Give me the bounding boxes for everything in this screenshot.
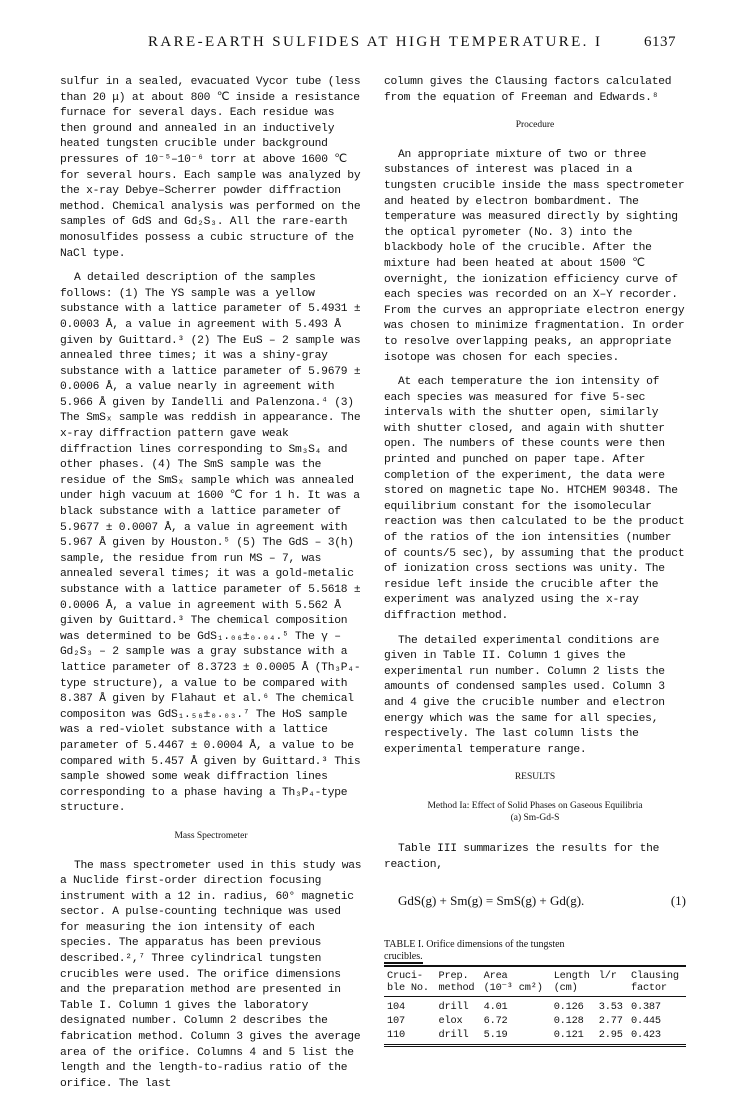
column-header-line: Area	[483, 969, 508, 982]
column-header-line: ble No.	[387, 981, 429, 994]
table-cell: drill	[438, 1000, 469, 1013]
table-cell: 110	[387, 1028, 405, 1041]
table-cell: 3.53	[598, 1000, 623, 1013]
orifice-table	[384, 965, 686, 1047]
table-cell: elox	[438, 1014, 463, 1027]
equation	[384, 893, 686, 909]
section-heading: Procedure	[515, 120, 555, 131]
paragraph: The detailed experimental conditions are given in Table II. Column 1 gives the experimental run number. Column 2 lists the amounts of condensed samples used. Column 3 and 4 give the crucible number and electron energy which was the same for all species, respectively. The last column lists the experimental temperature range.	[384, 634, 665, 756]
column-header-line: (cm)	[553, 981, 578, 994]
page-number: 6137	[644, 34, 676, 50]
paragraph: Table III summarizes the results for the reaction,	[384, 842, 660, 871]
paragraph: A detailed description of the samples follows: (1) The YS sample was a yellow substance with a lattice parameter of 5.4931 ± 0.0003 Å, a value in agreement with 5.493 Å given by Guittard.³ (2) The EuS – 2 sample was annealed three times; it was a shiny-gray substance with a lattice parameter of 5.9679 ± 0.0006 Å, a value nearly in agreement with 5.966 Å given by Iandelli and Palenzona.⁴ (3) The SmSₓ sample was reddish in appearance. The x-ray diffraction pattern gave weak diffraction lines corresponding to Sm₃S₄ and other phases. (4) The SmS sample was the residue of the SmSₓ sample which was annealed under high vacuum at 1600 ℃ for 1 h. It was a black substance with a lattice parameter of 5.9677 ± 0.0007 Å, a value in agreement with 5.967 Å given by Houston.⁵ (5) The GdS – 3(h) sample, the residue from run MS – 7, was annealed several times; it was a gold-metalic substance with a lattice parameter of 5.5618 ± 0.0006 Å, a value in agreement with 5.562 Å given by Guittard.³ The chemical composition was determined to be GdS₁.₀₆±₀.₀₄.⁵ The γ – Gd₂S₃ – 2 sample was a gray substance with a lattice parameter of 8.3723 ± 0.0005 Å (Th₃P₄-type structure), a value to be compared with 8.387 Å given by Flahaut et al.⁶ The chemical compositon was GdS₁.₅₆±₀.₀₃.⁷ The HoS sample was a red-violet substance with a lattice parameter of 5.4467 ± 0.0004 Å, a value to be compared with 5.457 Å given by Guittard.³ This sample showed some weak diffraction lines corresponding to a phase having a Th₃P₄-type structure.	[60, 272, 361, 815]
subsection-title: Method Ia: Effect of Solid Phases on Gaseous Equilibria	[427, 800, 643, 811]
table-header-row	[384, 966, 686, 997]
table-cell: 2.95	[598, 1028, 623, 1041]
table-cell: 5.19	[483, 1028, 508, 1041]
page-header	[60, 34, 676, 54]
table-cell: 0.128	[553, 1014, 584, 1027]
paragraph: column gives the Clausing factors calculated from the equation of Freeman and Edwards.⁸	[384, 76, 672, 104]
table-caption-line: TABLE I. Orifice dimensions of the tungsten	[384, 938, 565, 950]
column-header-line: factor	[631, 981, 667, 994]
column-header	[481, 966, 551, 997]
table-caption	[384, 939, 686, 963]
column-header	[596, 966, 628, 997]
table-body	[384, 996, 686, 1045]
table-cell: 6.72	[483, 1014, 508, 1027]
equation-number: (1)	[670, 893, 686, 909]
subsection-subtitle: (a) Sm-Gd-S	[510, 812, 560, 823]
table-caption-line: crucibles.	[384, 950, 423, 962]
table-cell: 2.77	[598, 1014, 623, 1027]
table-cell: 0.445	[631, 1014, 661, 1027]
table-cell: drill	[438, 1028, 469, 1041]
paragraph: The mass spectrometer used in this study was a Nuclide first-order direction focusing instrument with a 12 in. radius, 60° magnetic sector. A pulse-counting technique was used for measuring the ion intensity of each species. The apparatus has been previous described.²,⁷ Three cylindrical tungsten crucibles were used. The orifice dimensions and the preparation method are presented in Table I. Column 1 gives the laboratory designated number. Column 2 describes the fabrication method. Column 3 gives the average area of the orifice. Columns 4 and 5 list the length and the length-to-radius ratio of the orifice. The last	[60, 859, 362, 1090]
paragraph: sulfur in a sealed, evacuated Vycor tube (less than 20 μ) at about 800 ℃ inside a resistance furnace for several days. Each residue was then ground and annealed in an inductively heated tungsten crucible under background pressures of 10⁻⁵–10⁻⁶ torr at above 1600 ℃ for several hours. Each sample was analyzed by the x-ray Debye–Scherrer powder diffraction method. Chemical analysis was performed on the samples of GdS and Gd₂S₃. All the rare-earth monosulfides possess a cubic structure of the NaCl type.	[60, 76, 361, 260]
paragraph: An appropriate mixture of two or three substances of interest was placed in a tungsten crucible inside the mass spectrometer and heated by electron bombardment. The temperature was measured directly by sighting the optical pyrometer (No. 3) into the blackbody hole of the crucible. After the mixture had been heated at about 1500 ℃ overnight, the ionization efficiency curve of each species was recorded on an X–Y recorder. From the curves an appropriate electron energy was chosen to minimize fragmentation. In order to resolve overlapping peaks, an appropriate isotope was chosen for each species.	[384, 148, 685, 364]
column-header-line: Cruci-	[387, 969, 423, 982]
table-row	[384, 1028, 686, 1046]
table-cell: 4.01	[483, 1000, 508, 1013]
column-header-line: Length	[553, 969, 590, 982]
table-cell: 0.121	[553, 1028, 584, 1041]
paragraph: At each temperature the ion intensity of each species was measured for five 5-sec intervals with the shutter open, similarly with shutter closed, and again with shutter open. The numbers of these counts were then printed and punched on paper tape. After completion of the experiment, the data were stored on magnetic tape No. HTCHEM 90348. The equilibrium constant for the isomolecular reaction was then calculated to be the product of the ratios of the ion intensities (number of counts/5 sec), by assuming that the product of ionization cross sections was unity. The residue left inside the crucible after the experiment was analyzed using the x-ray diffraction method.	[384, 376, 685, 622]
column-header-line	[599, 982, 625, 994]
column-header-line: Prep.	[438, 969, 469, 982]
table-cell: 104	[387, 1000, 405, 1013]
table-cell: 0.423	[631, 1028, 661, 1041]
table-cell: 0.126	[553, 1000, 584, 1013]
column-header-line: Clausing	[631, 969, 679, 982]
column-header-line: method	[438, 981, 475, 994]
running-title: RARE-EARTH SULFIDES AT HIGH TEMPERATURE. I	[148, 34, 603, 50]
table-cell: 107	[387, 1014, 405, 1027]
subsection-heading	[384, 800, 686, 824]
column-header-line: (10⁻³ cm²)	[483, 981, 543, 994]
section-heading: Mass Spectrometer	[174, 830, 248, 841]
table-row	[384, 1014, 686, 1028]
right-column	[384, 75, 686, 1047]
column-header	[628, 966, 686, 997]
column-header-line: l/r	[598, 969, 617, 982]
equation-body: GdS(g) + Sm(g) = SmS(g) + Gd(g).	[398, 893, 585, 909]
column-header	[551, 966, 596, 997]
left-column	[60, 75, 362, 1101]
column-header	[384, 966, 436, 997]
table-cell: 0.387	[631, 1000, 661, 1013]
section-heading: RESULTS	[514, 772, 556, 783]
column-header	[436, 966, 481, 997]
